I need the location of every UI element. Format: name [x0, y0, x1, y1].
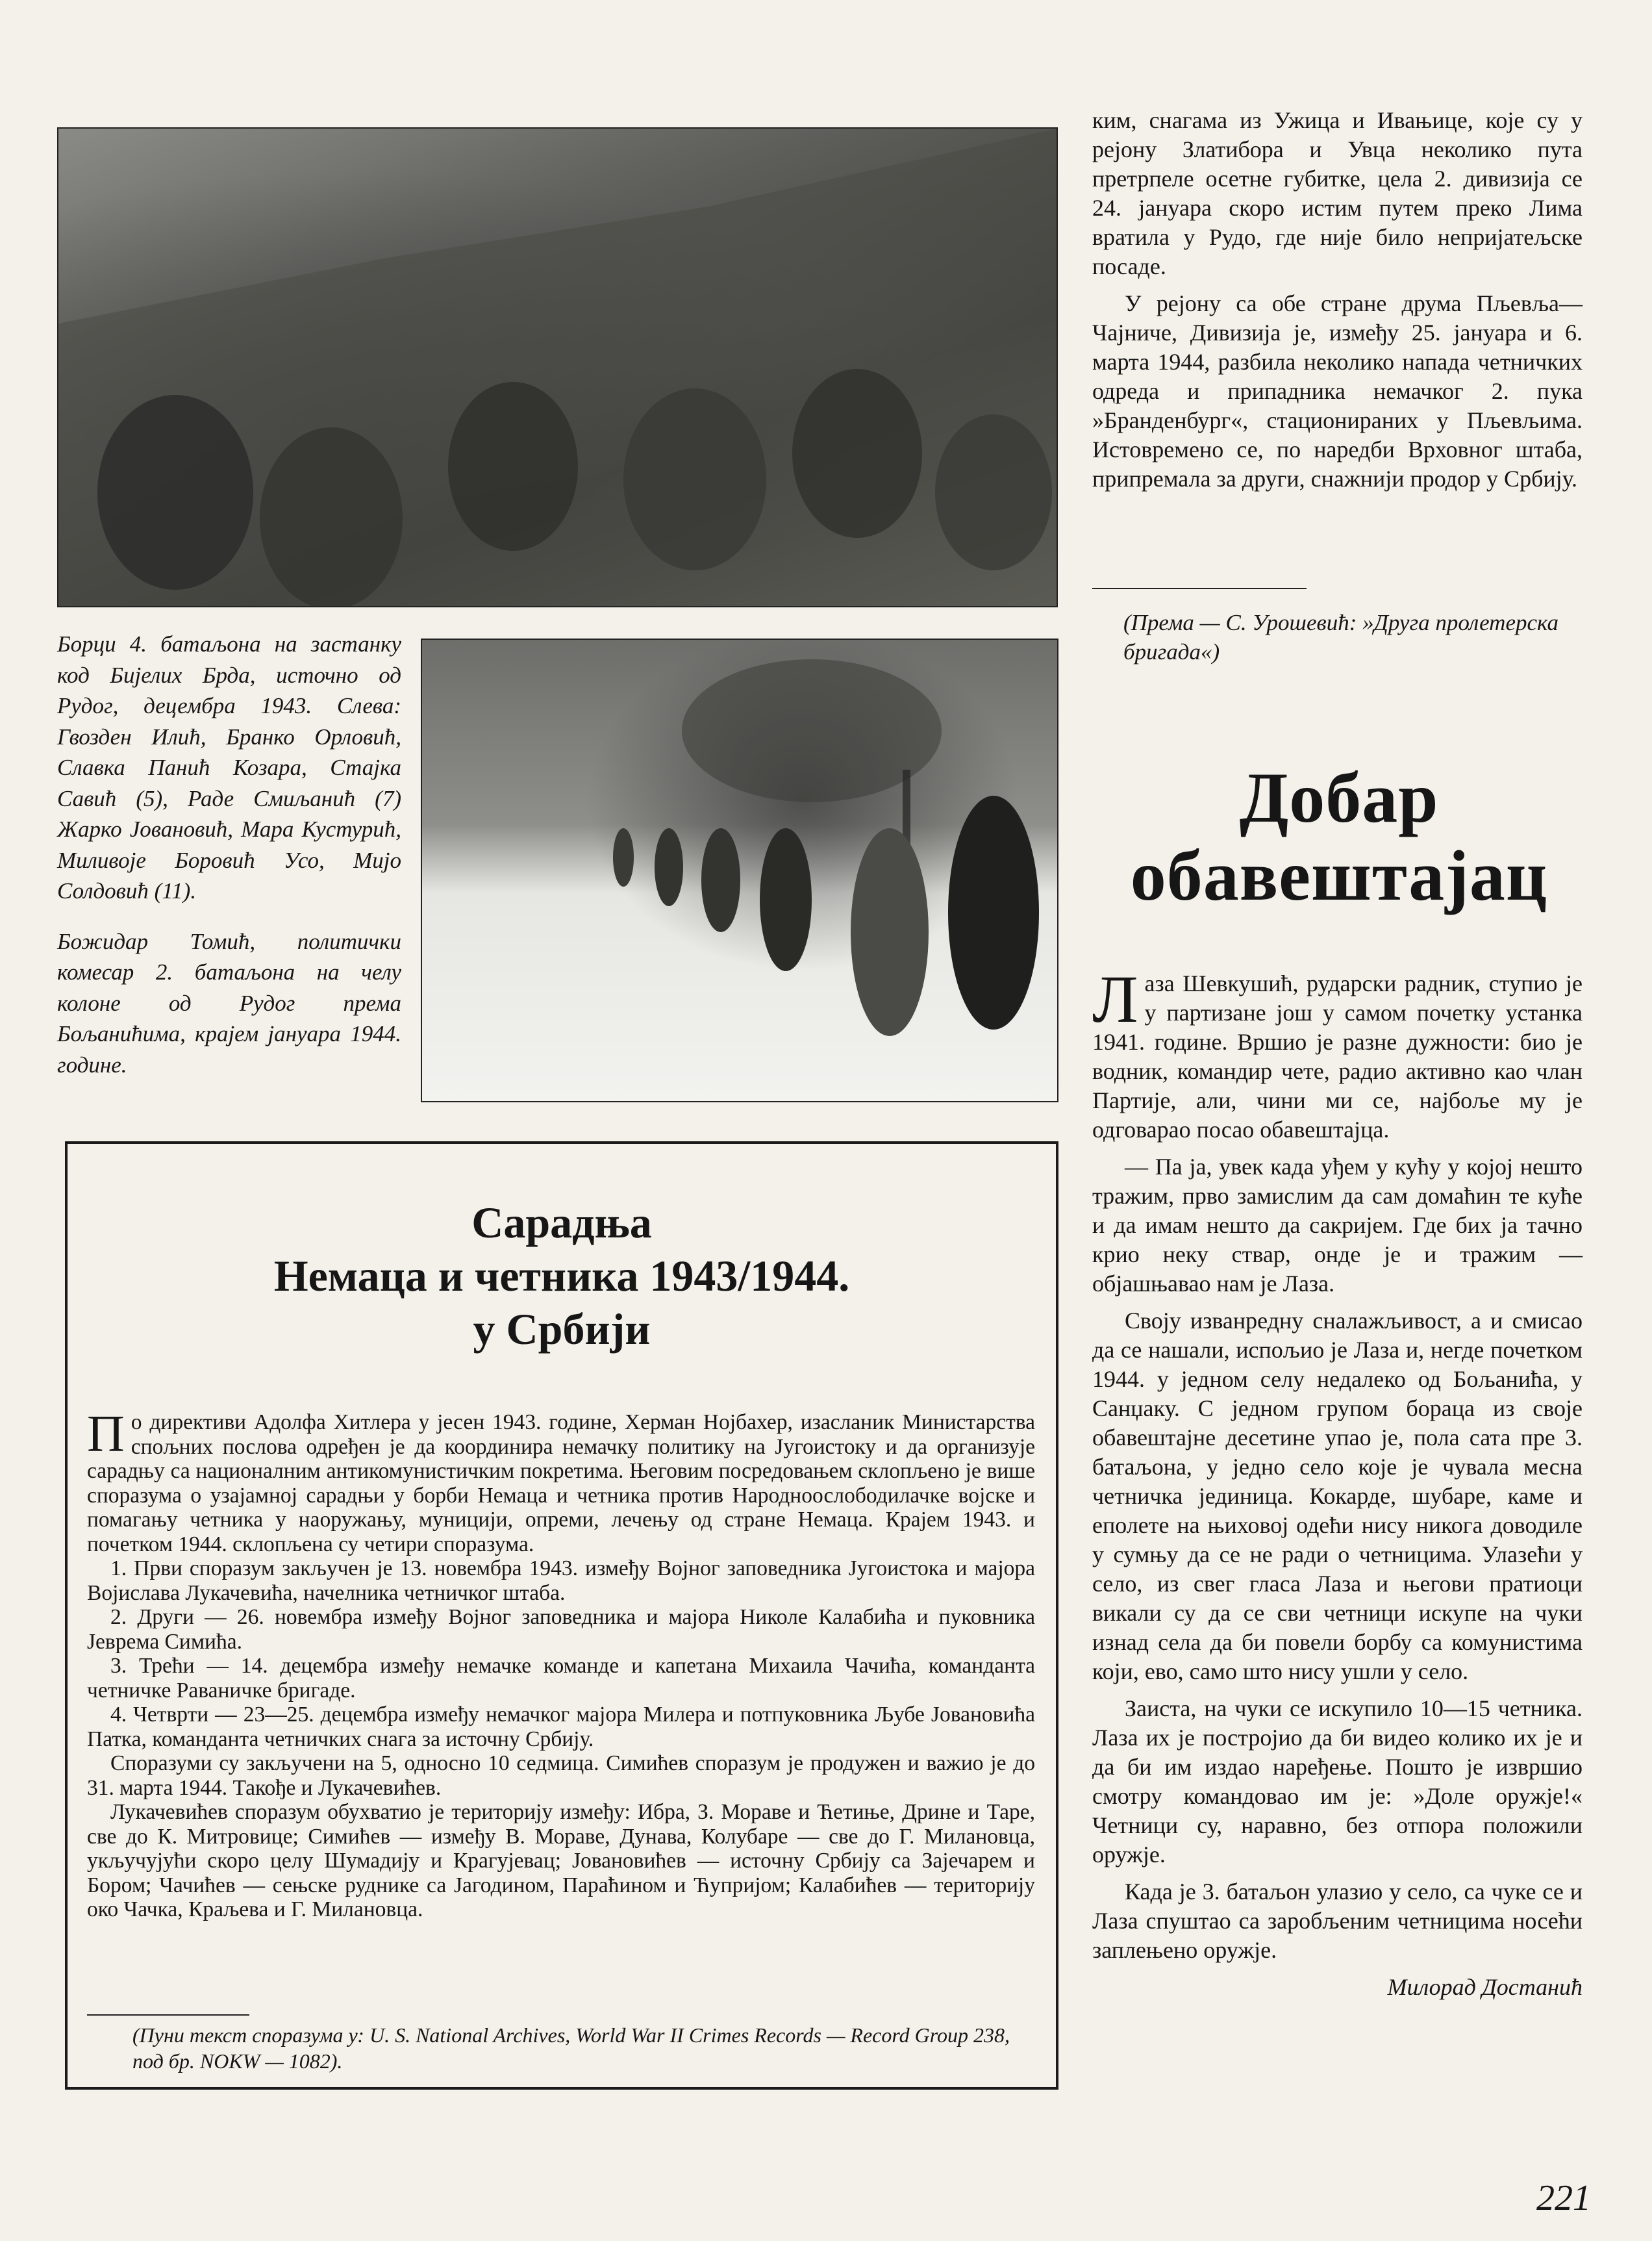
box-title — [68, 1196, 1056, 1356]
article-body — [1092, 962, 1583, 2002]
page-number: 221 — [1536, 2178, 1591, 2218]
author: Милорад Достанић — [1387, 1974, 1583, 2000]
boxed-article — [65, 1141, 1058, 2090]
box-title-line-3: у Србији — [473, 1304, 651, 1354]
paragraph: Споразуми су закључени на 5, односно 10 седмица. Симићев споразум је продужен и важио је до 31. марта 1944. Такође и Лукачевићев. — [87, 1751, 1035, 1800]
photo-figures-snow — [422, 640, 1057, 1101]
box-divider — [87, 2014, 249, 2016]
box-title-line-1: Сарадња — [471, 1198, 652, 1247]
box-source-note: (Пуни текст споразума у: U. S. National Archives, World War II Crimes Records — Record Group 238, под бр. NOKW — 1082). — [132, 2023, 1010, 2073]
article-headline — [1092, 759, 1586, 915]
box-title-line-2: Немаца и четника 1943/1944. — [273, 1251, 850, 1300]
box-text — [87, 1406, 1035, 1922]
paragraph: о директиви Адолфа Хитлера у јесен 1943. године, Херман Нојбахер, изасланик Министарства спољних послова одређен је да координира немачку политику на Југоистоку и да организује сарадњу са националним антикомунистичким покретима. Његовим посредовањем склопљено је више споразума о узајамној сарадњи у борби Немаца и четника против Народноослободилачке војске и помагању четника у наоружању, муницији, опреми, лечењу од стране Немаца. Крајем 1943. и почетком 1944. склопљена су четири споразума. — [87, 1410, 1035, 1556]
paragraph: У рејону са обе стране друма Пљевља—Чајниче, Дивизија је, између 25. јануара и 6. марта 1944, разбила неколико напада четничких одреда и припадника немачког 2. пука »Бранденбург«, стационираних у Пљевљима. Истовремено се, по наредби Врховног штаба, припремала за други, снажнији продор у Србију. — [1092, 290, 1583, 492]
right-column-text — [1092, 106, 1583, 501]
paragraph: Лукачевићев споразум обухватио је територију између: Ибра, З. Мораве и Ћетиње, Дрине и Таре, све до К. Митровице; Симићев — између В. Мораве, Дунава, Колубаре — све до Г. Милановца, укључујући скоро целу Шумадију и Крагујевац; Јовановићев — источну Србију са Зајечарем и Бором; Чачићев — сењске руднике са Јагодином, Параћином и Ћупријом; Калабићев — територију око Чачка, Краљева и Г. Милановца. — [87, 1800, 1035, 1921]
paragraph: аза Шевкушић, рударски радник, ступио је у партизане још у самом почетку устанка 1941. године. Вршио је разне дужности: био је водник, командир чете, радио активно као члан Партије, али, чини ми се, најбоље му је одговарао посао обавештајца. — [1092, 970, 1583, 1143]
drop-cap: Л — [1092, 962, 1138, 1037]
caption-top-photo: Борци 4. батаљона на застанку код Бијелих Брда, источно од Рудог, децембра 1943. Слева: Гвозден Илић, Бранко Орловић, Славка Панић Козара, Стајка Савић (5), Раде Смиљанић (7) Жарко Јовановић, Мара Кустурић, Миливоје Боровић Усо, Мијо Солдовић (11). — [57, 631, 401, 904]
photo-caption — [57, 629, 401, 1100]
photo-column-in-snow — [421, 639, 1058, 1102]
caption-second-photo: Божидар Томић, политички комесар 2. батаљона на челу колоне од Рудог према Бољанићима, крајем јануара 1944. године. — [57, 928, 401, 1078]
headline-line-2: обавештајац — [1130, 836, 1548, 915]
source-note: (Према — С. Урошевић: »Друга пролетерска бригада«) — [1123, 610, 1559, 665]
paragraph: 3. Трећи — 14. децембра између немачке команде и капетана Михаила Чачића, команданта четничке Раваничке бригаде. — [87, 1654, 1035, 1703]
paragraph: Када је 3. батаљон улазио у село, са чуке се и Лаза спуштао са заробљеним четницима носећи заплењено оружје. — [1092, 1879, 1583, 1963]
photo-partisans-resting — [57, 127, 1058, 607]
paragraph: 4. Четврти — 23—25. децембра између немачког мајора Милера и потпуковника Љубе Јовановића Патка, команданта четничких снага за источну Србију. — [87, 1703, 1035, 1751]
paragraph: Заиста, на чуки се искупило 10—15 четника. Лаза их је постројио да би видео колико их је и да би им издао наређење. Пошто је извршио смотру командовао им је: »Доле оружје!« Четници су, наравно, без отпора положили оружје. — [1092, 1695, 1583, 1868]
divider — [1092, 588, 1307, 589]
paragraph: ким, снагама из Ужица и Ивањице, које су у рејону Златибора и Увца неколико пута претрпеле осетне губитке, цела 2. дивизија се 24. јануара скоро истим путем преко Лима вратила у Рудо, где није било непријатељске посаде. — [1092, 107, 1583, 279]
paragraph: 1. Први споразум закључен је 13. новембра 1943. између Војног заповедника Југоистока и мајора Војислава Лукачевића, начелника четничког штаба. — [87, 1556, 1035, 1605]
headline-line-1: Добар — [1239, 758, 1439, 837]
paragraph: 2. Други — 26. новембра између Војног заповедника и мајора Николе Калабића и пуковника Јеврема Симића. — [87, 1605, 1035, 1654]
photo-figures — [58, 129, 1057, 606]
paragraph: Своју изванредну сналажљивост, а и смисао да се нашали, испољио је Лаза и, негде почетком 1944. у једном селу недалеко од Бољанића, у Санџаку. С једном групом бораца из своје обавештајне десетине упао је, пола сата пре 3. батаљона, у једно село које је чувала месна четничка јединица. Кокарде, шубаре, каме и еполете на њиховој одећи нису никога доводиле у сумњу да се не ради о четницима. Улазећи у село, из свег гласа Лаза и његови пратиоци викали су да се сви четници искупе на чуки изнад села да би повели борбу са комунистима који, ево, само што нису ушли у село. — [1092, 1308, 1583, 1684]
box-drop-cap: П — [87, 1406, 125, 1463]
paragraph: — Па ја, увек када уђем у кућу у којој нешто тражим, прво замислим да сам домаћин те куће и да имам нешто да сакријем. Где бих ја тачно крио неку ствар, онде је и тражим — објашњавао нам је Лаза. — [1092, 1154, 1583, 1297]
